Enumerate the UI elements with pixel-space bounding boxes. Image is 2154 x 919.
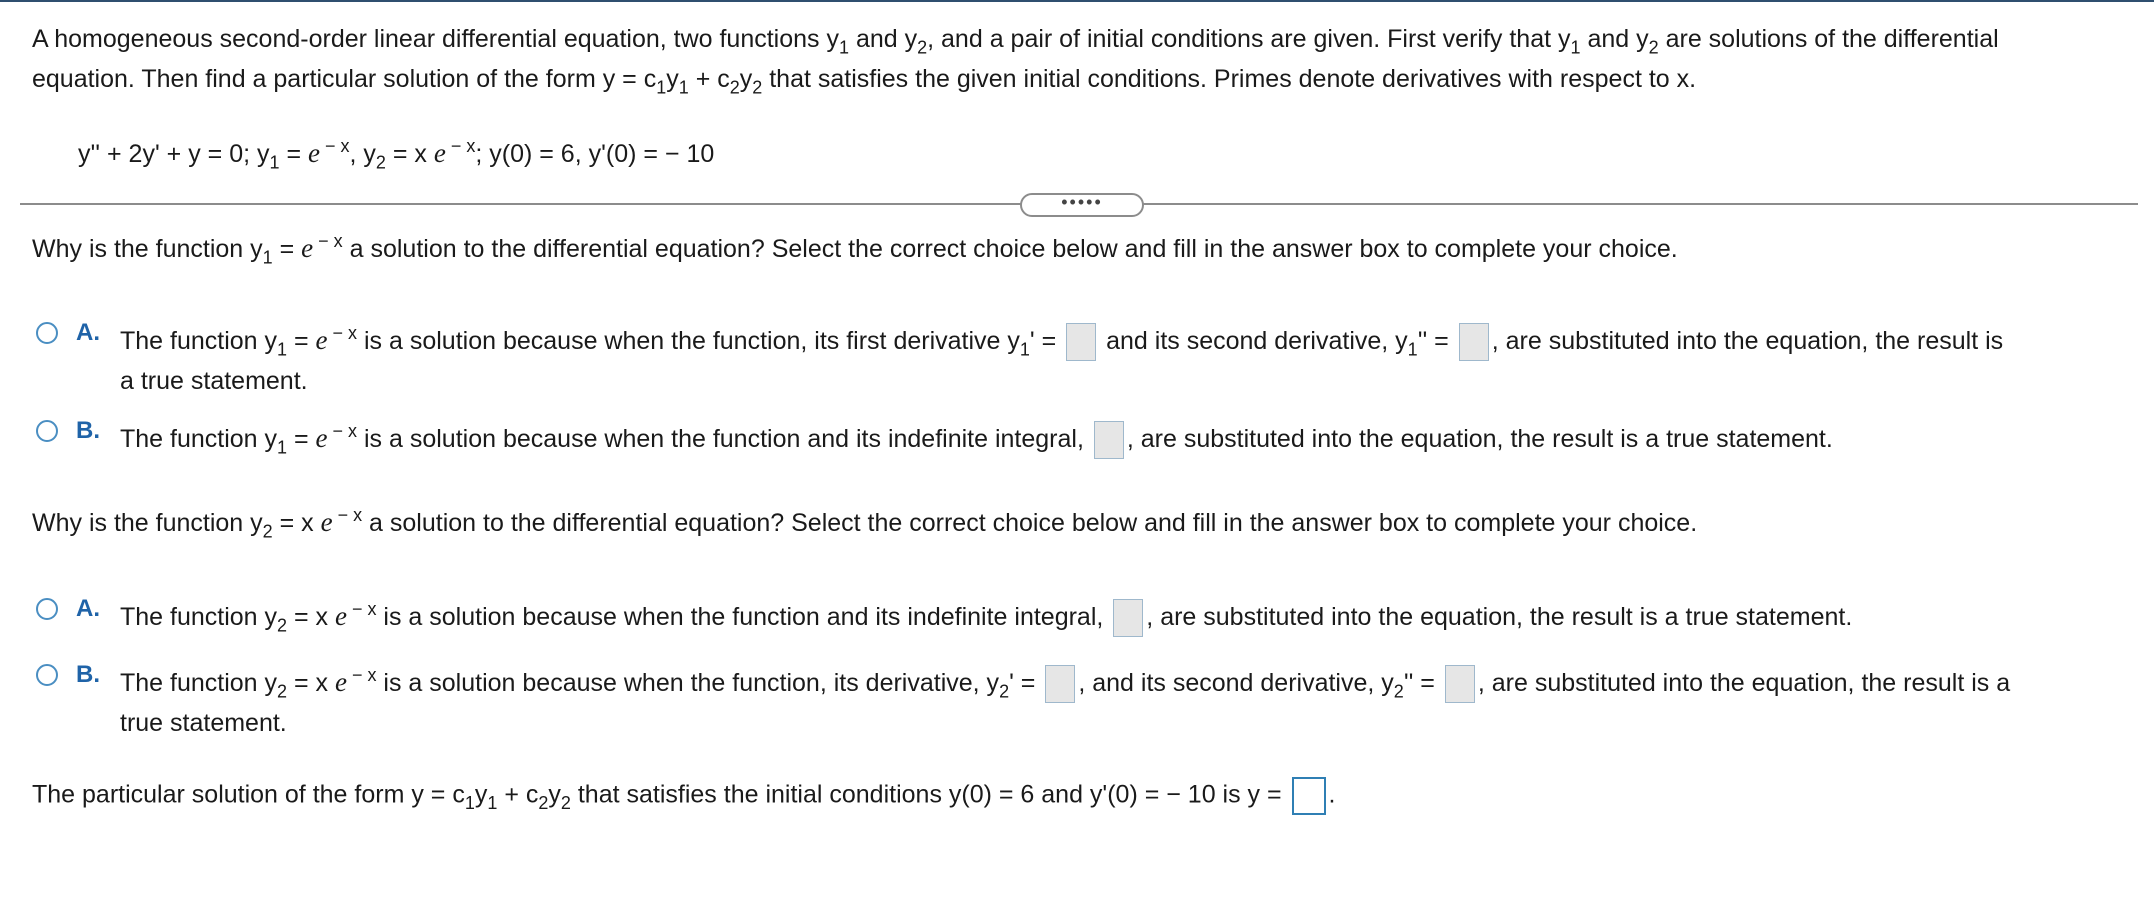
q1-option-b-radio[interactable] <box>36 420 58 442</box>
q2-option-b-text-cont: true statement. <box>120 709 287 737</box>
intro-line-2: equation. Then find a particular solution of the form $y = c_1y_1 + c_2y_2$ that satisfies the given initial conditions. Primes denote derivatives with respect to x. <box>32 65 1697 98</box>
q2-option-a-text: The function $y_2 = x$ e $^{- x}$ is a solution because when the function and its indefinite integral, , are substituted into the equation, the result is a true statement. <box>120 599 1852 637</box>
question-1-prompt: Why is the function $y_1 = e$ $^{- x}$ a solution to the differential equation? Select the correct choice below and fill in the answer box to complete your choice. <box>32 231 1678 268</box>
q2-option-b-letter: B. <box>76 661 100 688</box>
question-2-prompt: Why is the function $y_2 = x$ e $^{- x}$ a solution to the differential equation? Select the correct choice below and fill in the answer box to complete your choice. <box>32 505 1698 542</box>
q1-second-derivative-input[interactable] <box>1459 323 1489 361</box>
given-equation: y'' + 2y' + y = 0; $y_1 = e$ $^{- x}$, $y_2 = x$ e $^{- x}$; y(0) = 6, y'(0) = − 10 <box>78 136 715 173</box>
q1-option-b-text: The function $y_1 = e$ $^{- x}$ is a solution because when the function and its indefinite integral, , are substituted into the equation, the result is a true statement. <box>120 421 1833 459</box>
q1-option-a-text-cont: a true statement. <box>120 367 308 395</box>
top-border <box>0 0 2154 2</box>
q2-second-derivative-input[interactable] <box>1445 665 1475 703</box>
q2-option-a-letter: A. <box>76 595 100 622</box>
particular-solution-prompt: The particular solution of the form $y = c_1y_1 + c_2y_2$ that satisfies the initial conditions y(0) = 6 and y'(0) = − 10 is y = . <box>32 777 1336 815</box>
q2-integral-input[interactable] <box>1113 599 1143 637</box>
q1-first-derivative-input[interactable] <box>1066 323 1096 361</box>
q1-option-a-radio[interactable] <box>36 322 58 344</box>
q1-integral-input[interactable] <box>1094 421 1124 459</box>
intro-line-1: A homogeneous second-order linear differential equation, two functions $y_1$ and $y_2$, and a pair of initial conditions are given. First verify that $y_1$ and $y_2$ are solutions of the differential <box>32 25 1999 58</box>
q2-option-a-radio[interactable] <box>36 598 58 620</box>
q2-first-derivative-input[interactable] <box>1045 665 1075 703</box>
expand-handle[interactable]: ••••• <box>1020 193 1144 217</box>
q2-option-b-text: The function $y_2 = x$ e $^{- x}$ is a solution because when the function, its derivative, $y_2'$ = , and its second derivative, $y_2''$ = , are substituted into the equation, the result is a <box>120 665 2010 703</box>
q1-option-b-letter: B. <box>76 417 100 444</box>
q1-option-a-letter: A. <box>76 319 100 346</box>
particular-solution-input[interactable] <box>1292 777 1326 815</box>
q1-option-a-text: The function $y_1 = e$ $^{- x}$ is a solution because when the function, its first derivative $y_1'$ = and its second derivative, $y_1''$ = , are substituted into the equation, the result is <box>120 323 2003 361</box>
q2-option-b-radio[interactable] <box>36 664 58 686</box>
